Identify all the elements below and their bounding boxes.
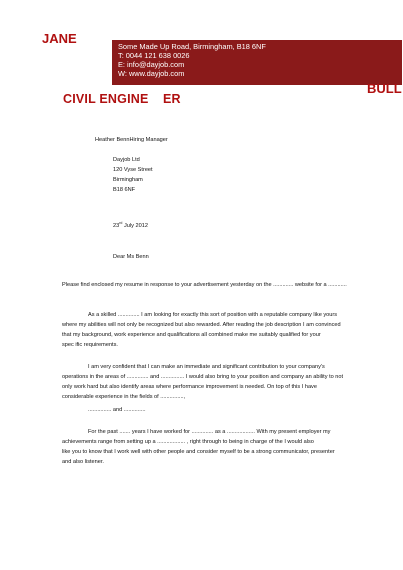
recipient-name: Heather BennHiring Manager [95, 137, 168, 143]
date-rest: July 2012 [122, 223, 148, 229]
date-suffix: rd [119, 221, 123, 226]
paragraph-3-line-5: ............... and .............. [88, 407, 146, 413]
job-title-part-1: CIVIL ENGINE [63, 92, 149, 106]
contact-email[interactable]: E: info@dayjob.com [118, 60, 185, 69]
recipient-city: Birmingham [113, 177, 143, 183]
paragraph-2-line-3: that my background, work experience and qualifications all combined make me suitably qualified for your [62, 332, 321, 338]
paragraph-2-line-4: spec ific requirements. [62, 342, 118, 348]
contact-address: Some Made Up Road, Birmingham, B18 6NF [118, 42, 266, 51]
paragraph-4-line-2: achievements range from setting up a .................. , right through to being in charge of the I would also [62, 439, 314, 445]
job-title-part-2: ER [163, 92, 181, 106]
recipient-postcode: B18 6NF [113, 187, 136, 193]
contact-web[interactable]: W: www.dayjob.com [118, 69, 185, 78]
recipient-street: 120 Vyse Street [113, 167, 153, 173]
first-name: JANE [42, 31, 77, 46]
paragraph-2-line-1: As a skilled .............. I am looking for exactly this sort of position with a reputable company like yours [88, 312, 338, 318]
contact-box [112, 40, 402, 85]
letter-date [113, 222, 148, 231]
paragraph-4-line-1: For the past ....... years I have worked for .............. as a .................. With my present employer my [88, 429, 331, 435]
date-day: 23 [113, 223, 120, 229]
last-name: BULL [367, 81, 402, 96]
contact-phone: T: 0044 121 638 0026 [118, 51, 190, 60]
salutation: Dear Ms Benn [113, 254, 149, 260]
paragraph-3-line-3: only work hard but also identify areas where performance improvement is needed. On top of this I have [62, 384, 317, 390]
paragraph-3-line-2: operations in the areas of .............. and ............... I would also bring to your position and company an ability to not [62, 374, 344, 380]
paragraph-2-line-2: where my abilities will not only be recognized but also rewarded. After reading the job description I am convinced [62, 322, 341, 328]
paragraph-3-line-4: considerable experience in the fields of ..............., [62, 394, 186, 400]
paragraph-3-line-1: I am very confident that I can make an immediate and significant contribution to your company's [88, 364, 325, 370]
paragraph-1: Please find enclosed my resume in response to your advertisement yesterday on the ............. website for a ............ [62, 282, 347, 288]
paragraph-4-line-3: like you to know that I work well with other people and consider myself to be a strong communicator, presenter [62, 449, 335, 455]
recipient-company: Dayjob Ltd [113, 157, 140, 163]
paragraph-4-line-4: and also listener. [62, 459, 104, 465]
